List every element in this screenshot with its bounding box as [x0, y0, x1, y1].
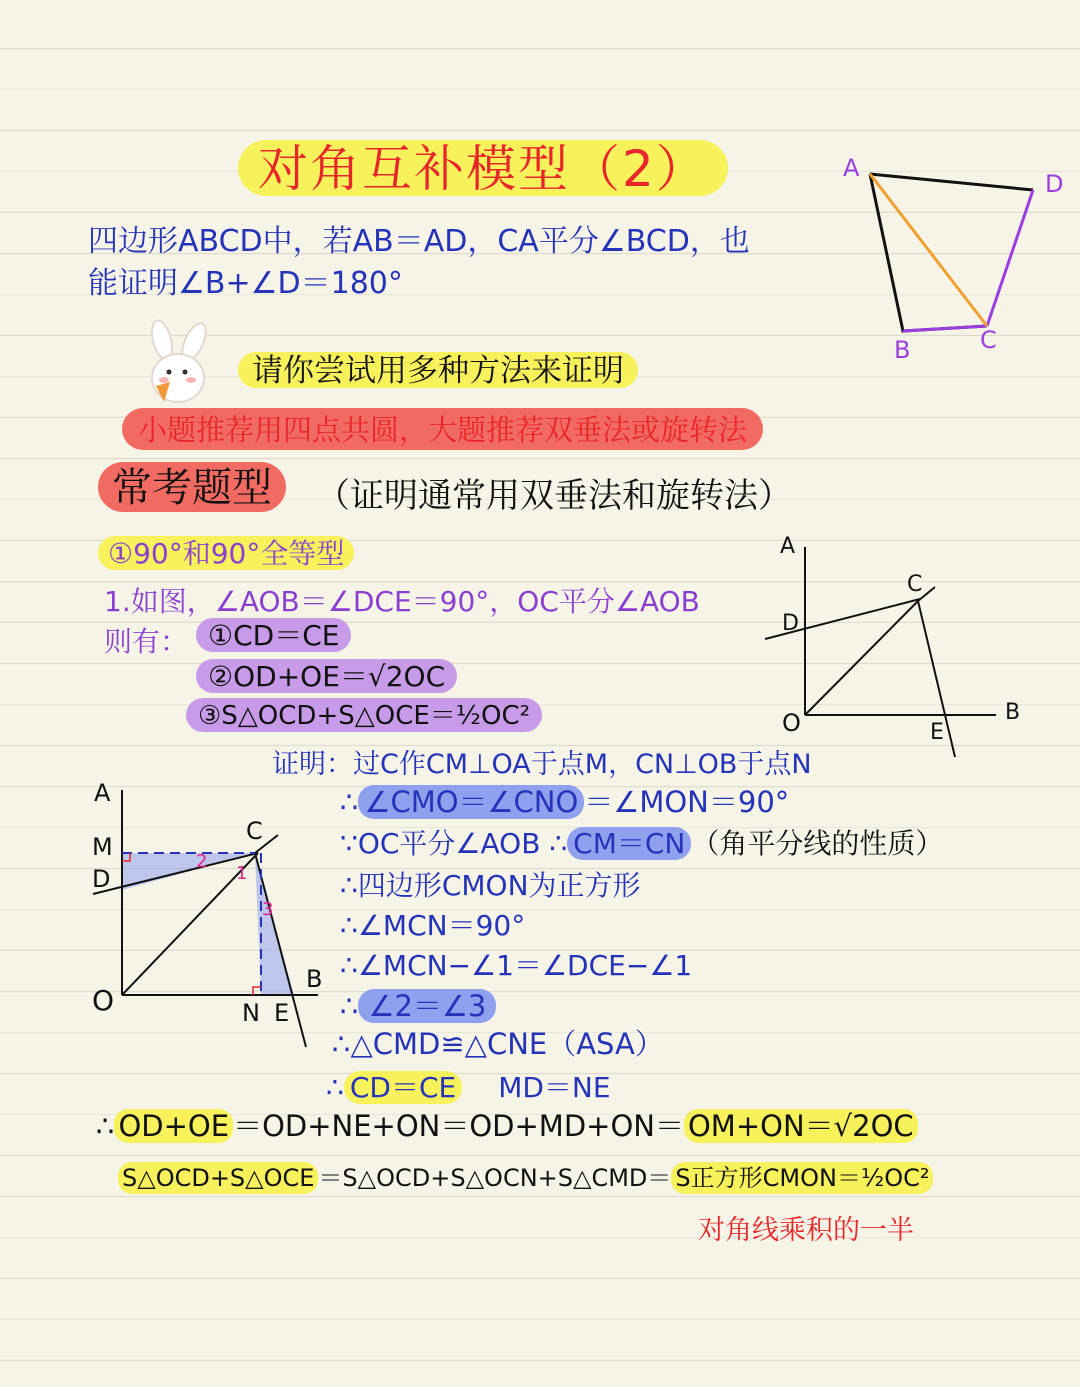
label-c: C [980, 326, 997, 354]
label-a: A [780, 534, 796, 559]
label-o: O [782, 709, 801, 737]
section-badge: 常考题型 [98, 462, 286, 512]
side-dc [987, 190, 1033, 326]
proof-line-1-rest: ＝∠MON＝90° [584, 785, 790, 819]
proof-line-1 [340, 780, 789, 821]
label-d: D [1045, 170, 1064, 198]
angle-label-1: 1 [236, 863, 248, 884]
label-a: A [843, 154, 860, 182]
side-ad [870, 174, 1033, 190]
highlight-square-area: S正方形CMON＝½OC² [671, 1162, 933, 1194]
proof-line-10 [118, 1158, 933, 1193]
proof-line-6 [340, 984, 496, 1025]
proof-line-10-mid: ＝S△OCD+S△OCN+S△CMD＝ [318, 1164, 672, 1192]
proof-line-3: ∴四边形CMON为正方形 [340, 869, 641, 902]
side-bc-purple [903, 326, 987, 331]
intro-line-2: 能证明∠B+∠D＝180° [88, 266, 403, 301]
bunny-illustration [140, 322, 220, 404]
tip-text: 小题推荐用四点共圆，大题推荐双垂法或旋转法 [122, 408, 763, 450]
highlight-cd-ce: CD＝CE [344, 1071, 462, 1104]
proof-intro: 证明：过C作CM⊥OA于点M，CN⊥OB于点N [272, 749, 812, 780]
proof-line-9 [96, 1104, 918, 1145]
page-title: 对角互补模型（2） [238, 140, 728, 196]
conclusion-3: ③S△OCD+S△OCE＝½OC² [186, 698, 542, 732]
highlight-om-on: OM+ON＝√2OC [684, 1109, 918, 1143]
type1-problem: 1.如图，∠AOB＝∠DCE＝90°，OC平分∠AOB [104, 585, 700, 618]
proof-line-9-mid: ＝OD+NE+ON＝OD+MD+ON＝ [233, 1109, 684, 1143]
label-b: B [1005, 700, 1021, 725]
proof-line-7: ∴△CMD≌△CNE（ASA） [332, 1027, 664, 1061]
diagonal-note: 对角线乘积的一半 [698, 1215, 914, 1246]
proof-line-8 [326, 1066, 611, 1106]
label-b: B [894, 336, 911, 364]
therefore-symbol: ∴ [340, 989, 359, 1023]
md-ne: MD＝NE [498, 1071, 611, 1104]
highlight-od-oe: OD+OE [114, 1109, 233, 1143]
label-m: M [92, 833, 113, 861]
label-e: E [930, 720, 944, 745]
therefore-symbol: ∴ [340, 785, 359, 819]
highlight-cm-cn: CM＝CN [567, 827, 691, 860]
type1-then: 则有： [104, 625, 189, 658]
proof-line-5: ∴∠MCN−∠1＝∠DCE−∠1 [340, 949, 693, 982]
conclusion-1: ①CD＝CE [196, 618, 351, 652]
proof-line-2-pre: ∵OC平分∠AOB ∴ [340, 827, 568, 860]
proof-line-4: ∴∠MCN＝90° [340, 909, 526, 942]
angle-label-3: 3 [262, 899, 274, 920]
highlight-angles: ∠CMO＝∠CNO [358, 785, 584, 819]
right-angle-n [253, 987, 261, 995]
label-n: N [242, 999, 260, 1027]
diagonal-ac [870, 174, 987, 326]
intro-line-1: 四边形ABCD中，若AB＝AD，CA平分∠BCD，也 [88, 224, 750, 259]
label-b: B [306, 965, 323, 993]
bisector-oc [805, 601, 918, 715]
label-a: A [94, 779, 111, 807]
angle-label-2: 2 [196, 851, 208, 872]
label-c: C [907, 572, 923, 597]
quadrilateral-figure [840, 150, 1070, 364]
label-o: O [92, 984, 115, 1017]
therefore-symbol: ∴ [326, 1071, 344, 1104]
section-note: （证明通常用双垂法和旋转法） [316, 476, 792, 516]
highlight-angle-2-3: ∠2＝∠3 [358, 989, 496, 1023]
label-c: C [246, 817, 263, 845]
right-angle-figure [760, 535, 1020, 765]
prompt-text: 请你尝试用多种方法来证明 [238, 352, 638, 388]
highlight-area-sum: S△OCD+S△OCE [118, 1162, 318, 1194]
label-d: D [782, 611, 799, 636]
label-e: E [274, 999, 290, 1027]
type1-label: ①90°和90°全等型 [98, 536, 354, 570]
conclusion-2: ②OD+OE＝√2OC [196, 659, 457, 693]
proof-line-2-reason: （角平分线的性质） [691, 827, 944, 860]
therefore-symbol: ∴ [96, 1109, 115, 1143]
proof-line-2 [340, 822, 943, 862]
square-construction-figure [88, 775, 348, 1055]
label-d: D [92, 865, 111, 893]
